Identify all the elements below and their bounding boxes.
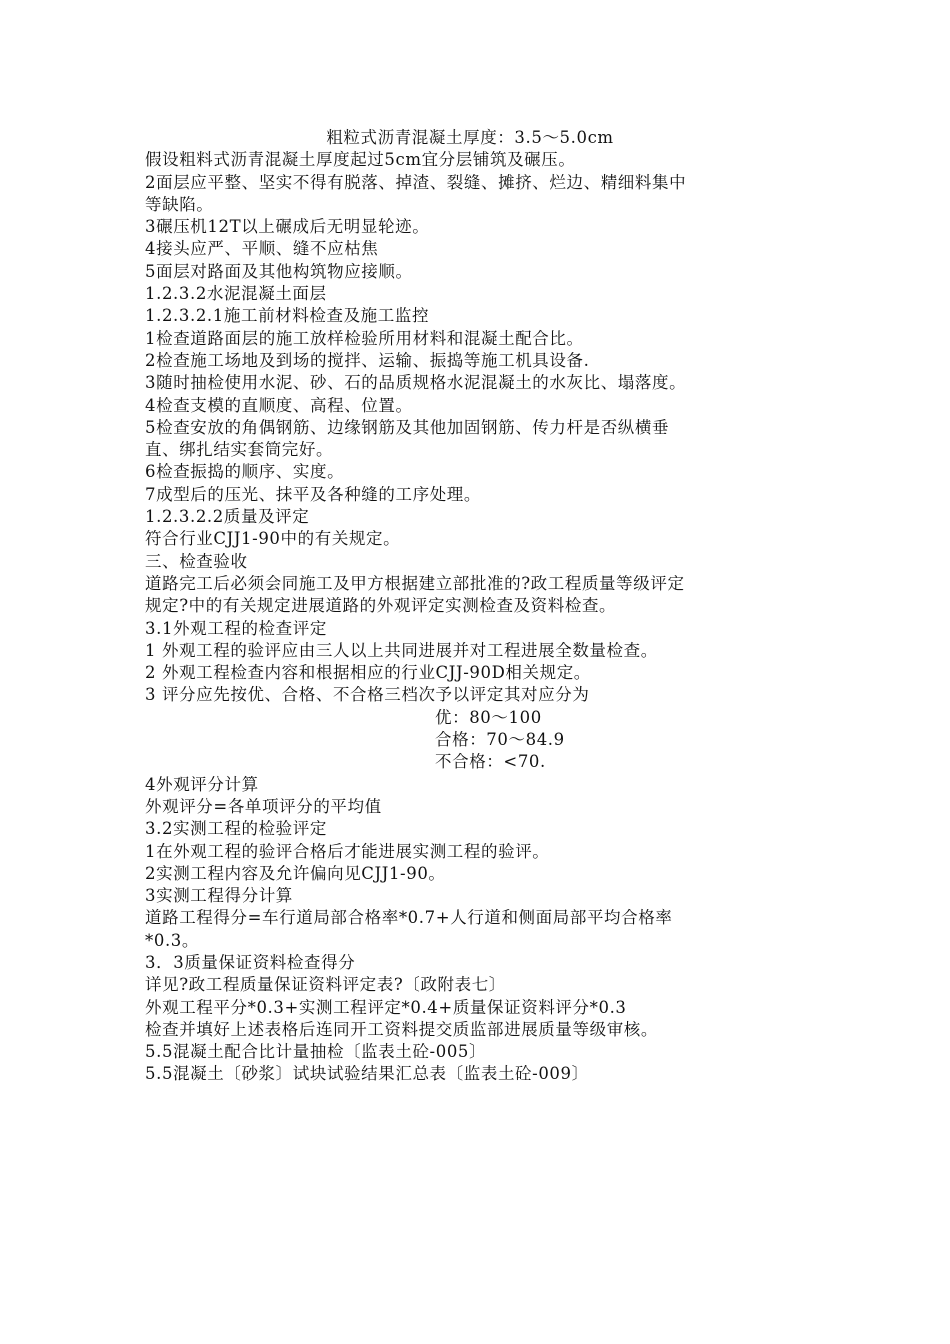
doc-line: 3实测工程得分计算 [145,886,293,906]
section-heading: 1.2.3.2.1施工前材料检查及施工监控 [145,306,430,326]
doc-line: 检查并填好上述表格后连同开工资料提交质监部进展质量等级审核。 [145,1019,658,1039]
doc-line: 5面层对路面及其他构筑物应接顺。 [145,261,413,281]
section-heading: 1.2.3.2.2质量及评定 [145,507,310,527]
section-heading: 3.1外观工程的检查评定 [145,618,327,638]
doc-line: 外观工程平分*0.3+实测工程评定*0.4+质量保证资料评分*0.3 [145,997,627,1017]
doc-line: 详见?政工程质量保证资料评定表?〔政附表七〕 [145,975,506,995]
doc-line-heading: 粗粒式沥青混凝土厚度：3.5～5.0cm [326,128,614,147]
doc-line: 5.5混凝土〔砂浆〕试块试验结果汇总表〔监表土砼-009〕 [145,1064,589,1084]
section-heading: 3．3质量保证资料检查得分 [145,952,356,972]
doc-line: 4检查支模的直顺度、高程、位置。 [145,395,413,415]
doc-line: 道路完工后必须会同施工及甲方根据建立部批准的?政工程质量等级评定 [145,573,685,593]
section-heading: 1.2.3.2水泥混凝土面层 [145,284,327,304]
score-fail: 不合格：<70. [435,752,546,772]
section-heading: 3.2实测工程的检验评定 [145,819,327,839]
doc-line: 道路工程得分=车行道局部合格率*0.7+人行道和侧面局部平均合格率 [145,908,673,928]
doc-line: 4外观评分计算 [145,774,259,794]
doc-line: 3 评分应先按优、合格、不合格三档次予以评定其对应分为 [145,685,590,705]
doc-line: 等缺陷。 [145,194,214,214]
doc-line: 符合行业CJJ1-90中的有关规定。 [145,529,401,549]
document-body [145,127,825,1086]
doc-line: *0.3。 [145,930,199,950]
doc-line: 7成型后的压光、抹平及各种缝的工序处理。 [145,484,481,504]
doc-line: 2实测工程内容及允许偏向见CJJ1-90。 [145,863,446,883]
doc-line: 5检查安放的角偶钢筋、边缘钢筋及其他加固钢筋、传力杆是否纵横垂 [145,417,670,437]
doc-line: 5.5混凝土配合比计量抽检〔监表土砼-005〕 [145,1042,487,1062]
doc-line: 外观评分=各单项评分的平均值 [145,796,382,816]
doc-line: 3碾压机12T以上碾成后无明显轮迹。 [145,217,430,237]
doc-line: 1 外观工程的验评应由三人以上共同进展并对工程进展全数量检查。 [145,640,658,660]
doc-line: 2面层应平整、坚实不得有脱落、掉渣、裂缝、摊挤、烂边、精细料集中 [145,172,687,192]
doc-line: 1在外观工程的验评合格后才能进展实测工程的验评。 [145,841,550,861]
doc-line: 6检查振捣的顺序、实度。 [145,462,345,482]
section-heading: 三、检查验收 [145,551,248,571]
doc-line: 2检查施工场地及到场的搅拌、运输、振捣等施工机具设备. [145,350,590,370]
score-excellent: 优：80～100 [435,707,542,727]
doc-line: 3随时抽检使用水泥、砂、石的品质规格水泥混凝土的水灰比、塌落度。 [145,373,687,393]
doc-line: 假设粗料式沥青混凝土厚度起过5cm宜分层铺筑及碾压。 [145,150,576,170]
doc-line: 直、绑扎结实套筒完好。 [145,440,334,460]
doc-line: 规定?中的有关规定进展道路的外观评定实测检查及资料检查。 [145,596,617,616]
doc-line: 4接头应严、平顺、缝不应枯焦 [145,239,379,259]
score-pass: 合格：70～84.9 [435,730,565,750]
doc-line: 1检查道路面层的施工放样检验所用材料和混凝土配合比。 [145,328,584,348]
doc-line: 2 外观工程检查内容和根据相应的行业CJJ-90D相关规定。 [145,663,591,683]
